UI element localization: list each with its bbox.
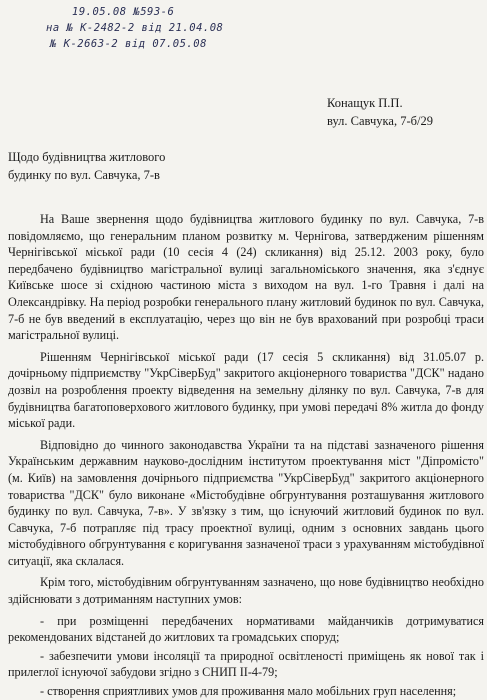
paragraph-4: Крім того, містобудівним обгрунтуванням зазначено, що нове будівництво необхідно здійснювати з дотриманням наступних умов: <box>8 575 484 607</box>
handwritten-reference-2: № К-2663-2 від 07.05.08 <box>50 38 207 50</box>
paragraph-2: Рішенням Чернігівської міської ради (17 сесія 5 скликання) від 31.05.07 р. дочірньому підприємству "УкрСіверБуд" закритого акціонерного товариства "ДСК" надано дозвіл на розроблення проекту відведення на земельну ділянку по вул. Савчука, 7-в для будівництва багатоповерхового житлового будинку, при умові передачі 8% житла до фонду міської ради. <box>8 349 484 431</box>
condition-item-2: - забезпечити умови інсоляції та природної освітленості приміщень як нової так і прилеглої існуючої забудови згідно з СНИП ІІ-4-79; <box>8 648 484 680</box>
letter-subject <box>8 148 165 184</box>
condition-item-3: - створення сприятливих умов для проживання мало мобільних груп населення; <box>40 684 457 699</box>
recipient-address: вул. Савчука, 7-б/29 <box>327 114 433 128</box>
letter-body <box>8 211 484 700</box>
subject-line-2: будинку по вул. Савчука, 7-в <box>8 168 160 182</box>
paragraph-3: Відповідно до чинного законодавства України та на підставі зазначеного рішення Українським державним науково-дослідним інститутом проектування міст "Діпромісто" (м. Київ) на замовлення дочірнього підприємства "УкрСіверБуд" закритого акціонерного товариства "ДСК" було виконане «Містобудівне обгрунтування розташування житлового будинку по вул. Савчука, 7-в». У зв'язку з тим, що існуючий житловий будинок по вул. Савчука, 7-б потрапляє під трасу проектної вулиці, одним з основних завдань цього містобудівного обгрунтування є коригування зазначеної траси з урахуванням містобудівної ситуації, яка склалася. <box>8 437 484 568</box>
recipient-name: Конащук П.П. <box>327 96 403 110</box>
condition-item-1: - при розміщенні передбачених нормативами майданчиків дотримуватися рекомендованих відстаней до житлових та громадських споруд; <box>8 613 484 645</box>
subject-line-1: Щодо будівництва житлового <box>8 150 166 164</box>
handwritten-reference-1: на № К-2482-2 від 21.04.08 <box>46 22 224 34</box>
paragraph-1: На Ваше звернення щодо будівництва житлового будинку по вул. Савчука, 7-в повідомляємо, що генеральним планом розвитку м. Чернігова, затвердженим рішенням Чернігівської міської ради (10 сесія 4 (24) скликання) від 25.12. 2003 року, було передбачено будівництво магістральної вулиці загальноміського значення, яка з'єднує Київське шосе зі східною частиною міста з виходом на вул. 1-го Травня і далі на Олександрівку. На період розробки генерального плану житловий будинок по вул. Савчука, 7-б не був введений в експлуатацію, через що він не був врахований при розробці траси магістральної вулиці. <box>8 212 484 343</box>
handwritten-outgoing-number: 19.05.08 №593-6 <box>72 6 175 18</box>
recipient-block <box>327 94 433 130</box>
